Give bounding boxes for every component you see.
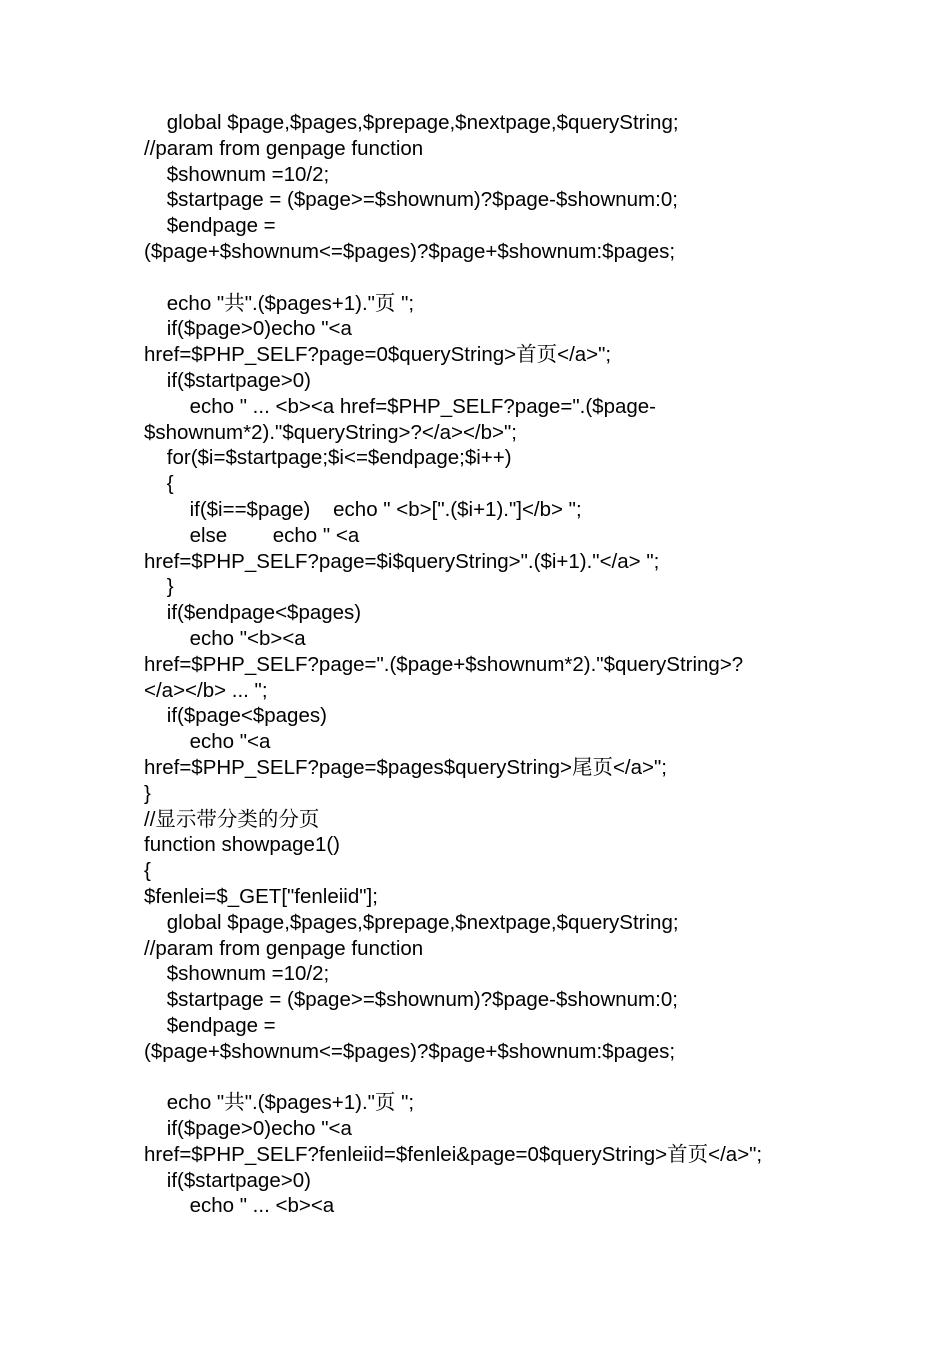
code-line: function showpage1() [144,833,341,857]
code-line: $startpage = ($page>=$shownum)?$page-$shownum:0; [144,988,678,1012]
code-line: href=$PHP_SELF?fenleiid=$fenlei&page=0$queryString>首页</a>"; [144,1142,763,1166]
code-line: global $page,$pages,$prepage,$nextpage,$queryString; [144,910,679,934]
code-line: if($page<$pages) [144,704,327,728]
code-line: echo "共".($pages+1)."页 "; [144,1091,415,1115]
code-line: echo "<b><a [144,626,306,650]
code-line: if($startpage>0) [144,368,311,392]
code-line: echo "<a [144,730,271,754]
code-line: </a></b> ... "; [144,678,268,702]
code-line [144,265,924,291]
code-line: echo " ... <b><a [144,1194,335,1218]
code-line: else echo " <a [144,523,360,547]
code-line: $endpage = [144,1013,276,1037]
code-line: if($page>0)echo "<a [144,1117,352,1141]
code-line: $startpage = ($page>=$shownum)?$page-$shownum:0; [144,188,678,212]
code-line: $fenlei=$_GET["fenleiid"]; [144,884,378,908]
code-line: echo " ... <b><a href=$PHP_SELF?page=".($page- [144,394,657,418]
code-listing [144,110,924,1219]
code-line: if($startpage>0) [144,1168,311,1192]
code-line: href=$PHP_SELF?page=$i$queryString>".($i+1)."</a> "; [144,549,660,573]
code-line: { [144,859,151,883]
code-line: href=$PHP_SELF?page=$pages$queryString>尾页</a>"; [144,755,667,779]
code-line: echo "共".($pages+1)."页 "; [144,291,415,315]
code-line: //param from genpage function [144,136,424,160]
code-line: } [144,781,151,805]
code-line: $shownum =10/2; [144,962,330,986]
code-line: { [144,472,174,496]
code-line: href=$PHP_SELF?page=".($page+$shownum*2)."$queryString>? [144,652,744,676]
code-line: } [144,575,174,599]
code-line [144,1064,924,1090]
code-line: $shownum*2)."$queryString>?</a></b>"; [144,420,517,444]
code-line: $endpage = [144,214,276,238]
code-line: for($i=$startpage;$i<=$endpage;$i++) [144,446,512,470]
code-line: if($i==$page) echo " <b>[".($i+1)."]</b> "; [144,497,582,521]
code-comment-line: //显示带分类的分页 [144,807,320,831]
code-line: global $page,$pages,$prepage,$nextpage,$queryString; [144,111,679,134]
code-line: ($page+$shownum<=$pages)?$page+$shownum:$pages; [144,1039,676,1063]
code-line: //param from genpage function [144,936,424,960]
code-line: $shownum =10/2; [144,162,330,186]
code-line: href=$PHP_SELF?page=0$queryString>首页</a>"; [144,343,612,367]
code-line: if($endpage<$pages) [144,601,362,625]
code-line: if($page>0)echo "<a [144,317,352,341]
code-line: ($page+$shownum<=$pages)?$page+$shownum:$pages; [144,239,676,263]
